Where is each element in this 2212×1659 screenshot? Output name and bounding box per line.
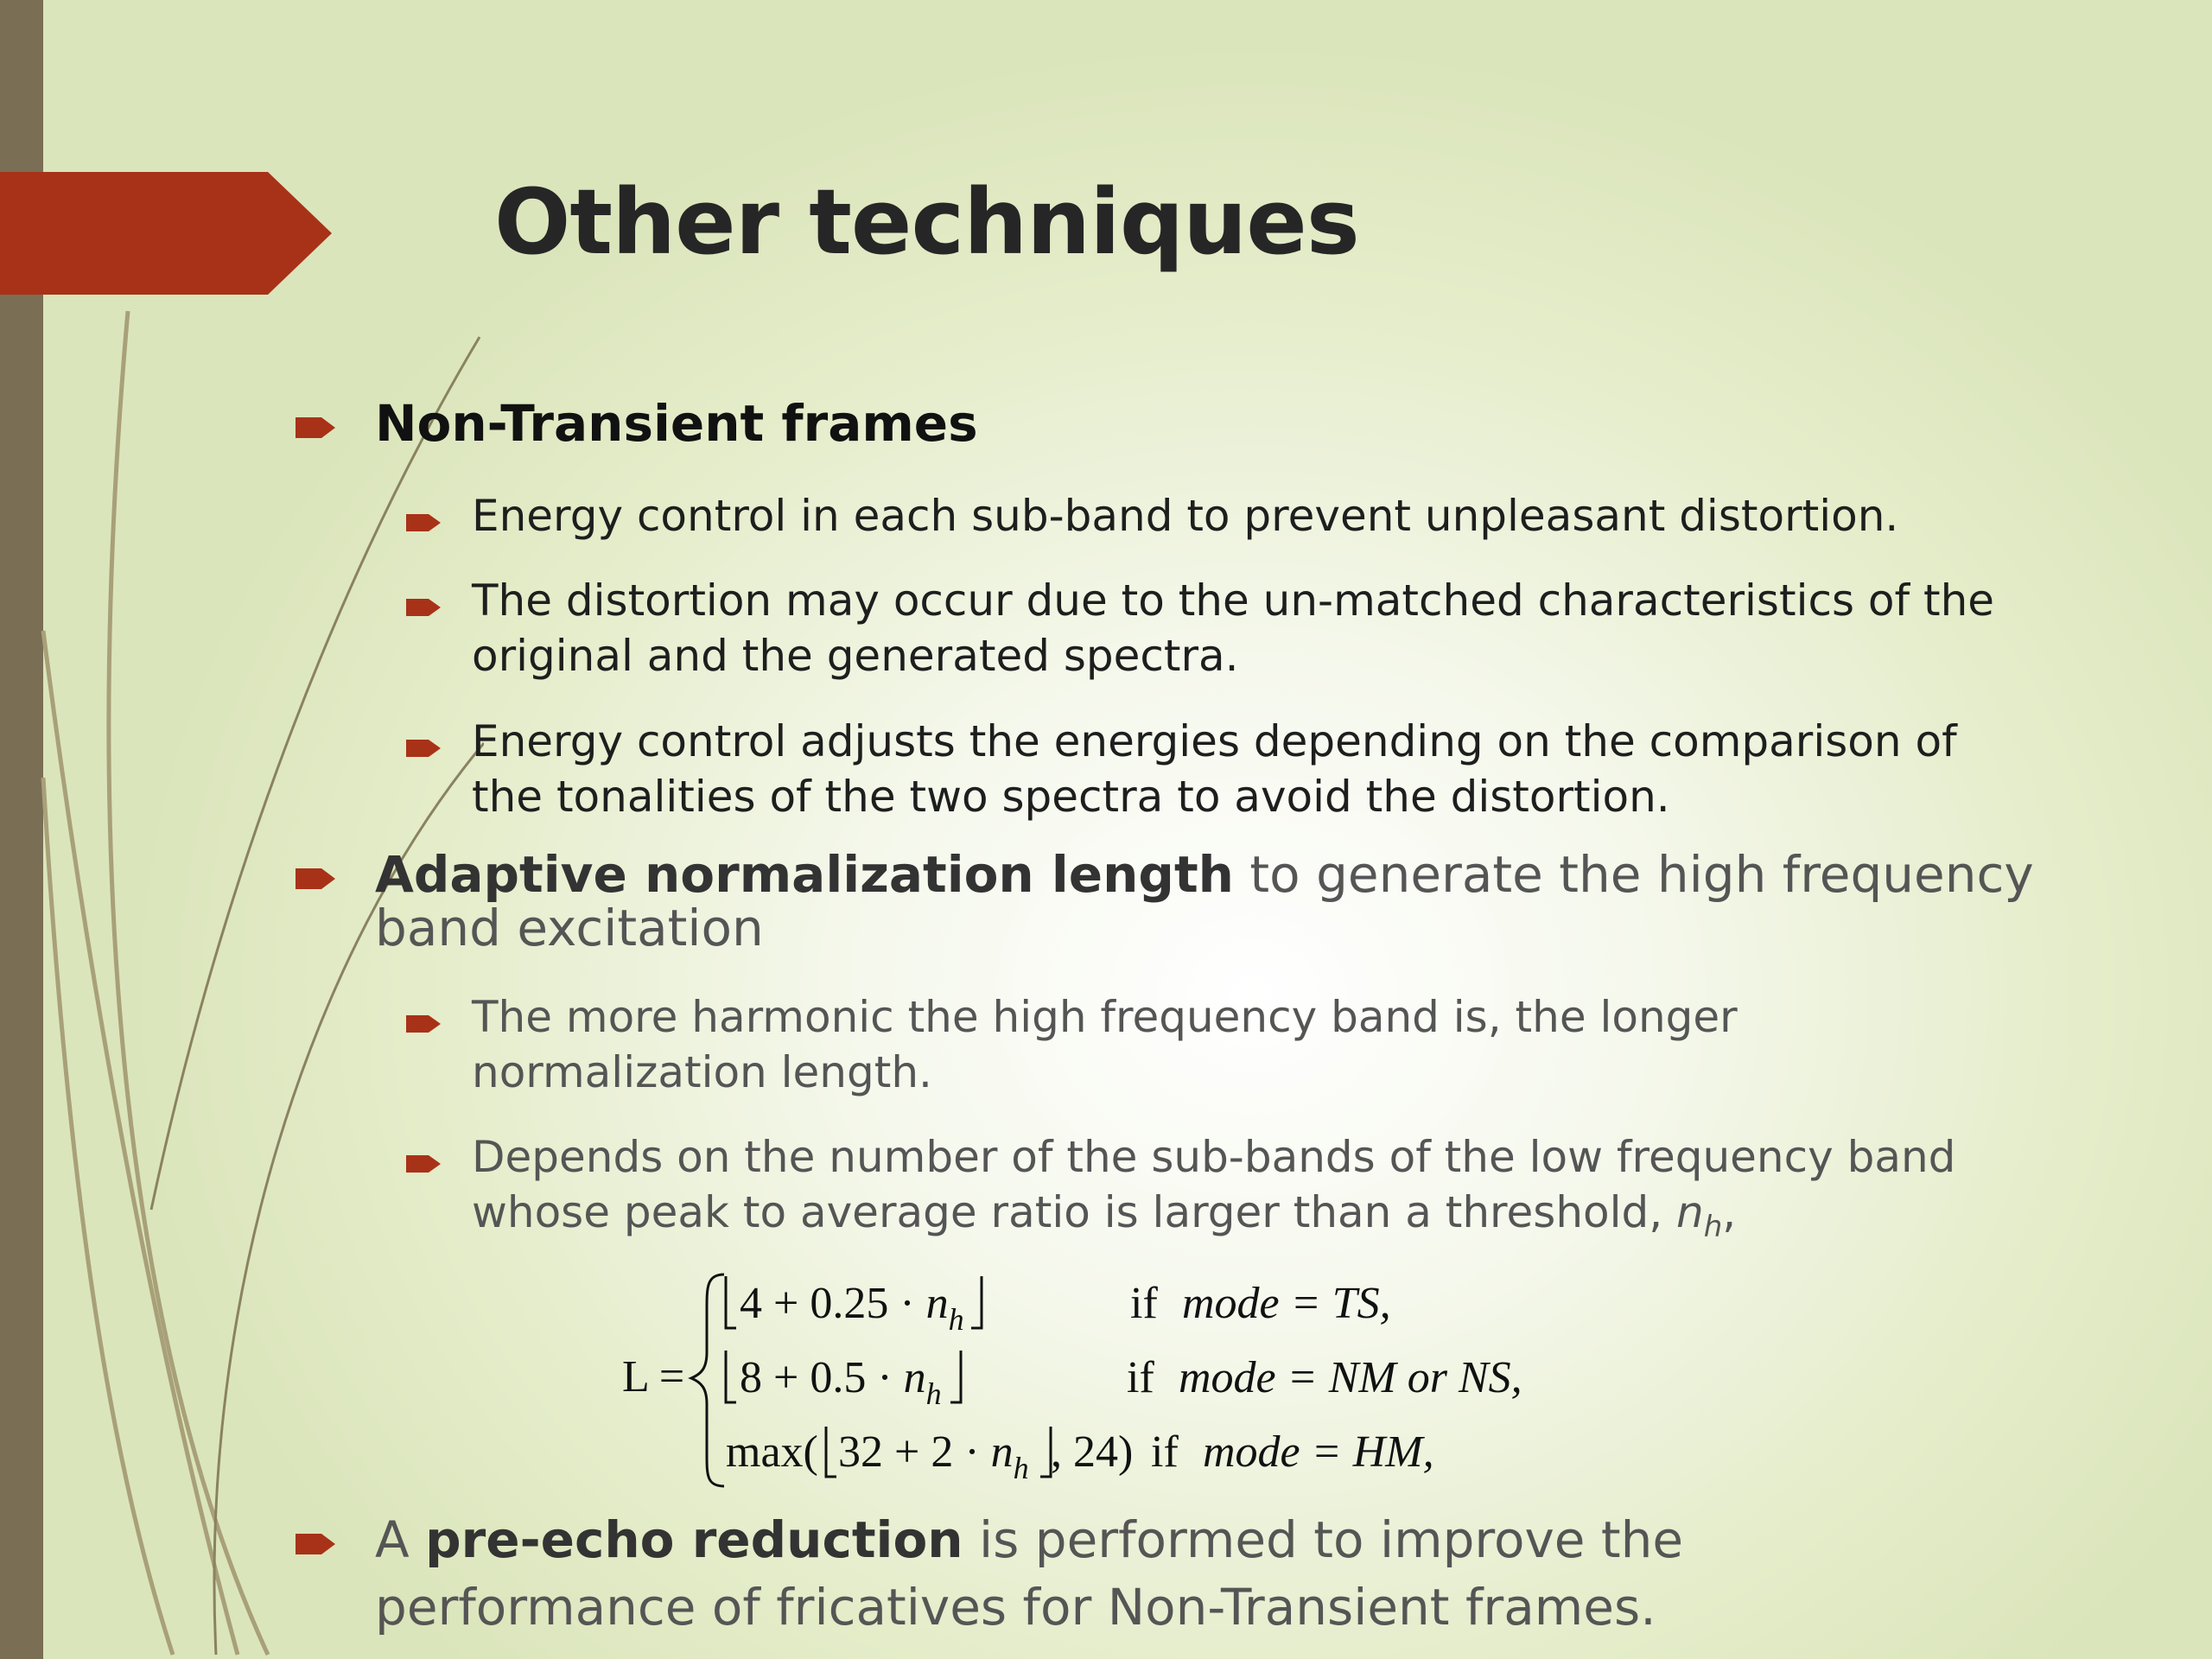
bullet-arrow-icon (296, 415, 335, 441)
variable-n: n (1676, 1187, 1704, 1237)
sub-bullet-depends-line2 (472, 1187, 1736, 1244)
floor-bracket-right (971, 1276, 982, 1328)
bullet-arrow-icon (296, 866, 335, 892)
bullet-pre-echo-line2: performance of fricatives for Non-Transient frames. (375, 1578, 1656, 1637)
floor-bracket-right (1040, 1427, 1051, 1477)
formula-lhs: L = (622, 1352, 685, 1402)
bullet-bold-text: Adaptive normalization length (375, 845, 1234, 904)
deco-curve-3 (43, 778, 173, 1655)
sub-bullet-distortion-line2: original and the generated spectra. (472, 631, 1239, 681)
floor-bracket-left (826, 1427, 836, 1477)
case-3-if: if (1151, 1427, 1179, 1477)
case-3-max: max( (726, 1427, 818, 1477)
bullet-non-transient (375, 394, 978, 453)
formula-left-brace (691, 1274, 724, 1486)
bullet-pre-echo-line1 (375, 1510, 1683, 1569)
bullet-adaptive-line1 (375, 845, 2034, 904)
case-1-expression: $4 + 0.25 \cdot n_h$ (740, 1279, 964, 1337)
floor-bracket-left (726, 1276, 736, 1328)
bullet-bold-text: Non-Transient frames (375, 394, 978, 453)
sub-bullet-arrow-icon (406, 512, 441, 534)
sub-bullet-energy-control: Energy control in each sub-band to prevent unpleasant distortion. (472, 491, 1899, 541)
slide-title: Other techniques (494, 169, 1359, 275)
case-2-condition: mode = NM or NS, (1179, 1353, 1522, 1402)
bullet-rest-text: to generate the high frequency (1233, 845, 2034, 904)
formula-svg (605, 1257, 1599, 1499)
sub-bullet-adjusts-line2: the tonalities of the two spectra to avoid the distortion. (472, 772, 1670, 822)
case-1-condition: mode = TS, (1182, 1279, 1391, 1328)
sub-bullet-arrow-icon (406, 596, 441, 619)
bullet-adaptive-line2: band excitation (375, 899, 764, 957)
floor-bracket-right (950, 1351, 961, 1402)
case-3-condition: mode = HM, (1203, 1427, 1434, 1477)
sub-bullet-arrow-icon (406, 737, 441, 760)
sub-bullet-text: whose peak to average ratio is larger than a threshold, (472, 1187, 1677, 1237)
sub-bullet-arrow-icon (406, 1013, 441, 1035)
sub-bullet-depends-line1: Depends on the number of the sub-bands of the low frequency band (472, 1132, 1956, 1182)
variable-subscript-h: h (1703, 1210, 1723, 1244)
case-2-if: if (1127, 1353, 1154, 1402)
bullet-arrow-icon (296, 1531, 335, 1557)
sub-bullet-harmonic-line1: The more harmonic the high frequency band is, the longer (472, 992, 1738, 1042)
floor-bracket-left (726, 1351, 736, 1402)
sub-bullet-harmonic-line2: normalization length. (472, 1047, 932, 1097)
deco-curve-5 (151, 337, 480, 1210)
sub-bullet-adjusts-line1: Energy control adjusts the energies depending on the comparison of (472, 716, 1957, 766)
sub-bullet-distortion-line1: The distortion may occur due to the un-matched characteristics of the (472, 575, 1995, 626)
title-arrow-banner (0, 172, 337, 295)
case-3-max-suffix: , 24) (1051, 1427, 1134, 1477)
case-2-expression: $8 + 0.5 \cdot n_h$ (740, 1353, 942, 1411)
punctuation: , (1722, 1187, 1737, 1237)
case-3-expression: $32 + 2 \cdot n_h$ (838, 1427, 1029, 1485)
normalization-length-formula (605, 1257, 1599, 1499)
bullet-bold-text: pre-echo reduction (425, 1510, 963, 1569)
case-1-if: if (1130, 1279, 1158, 1328)
bullet-prefix-text: A (375, 1510, 426, 1569)
bullet-rest-text: is performed to improve the (963, 1510, 1684, 1569)
sub-bullet-arrow-icon (406, 1153, 441, 1175)
